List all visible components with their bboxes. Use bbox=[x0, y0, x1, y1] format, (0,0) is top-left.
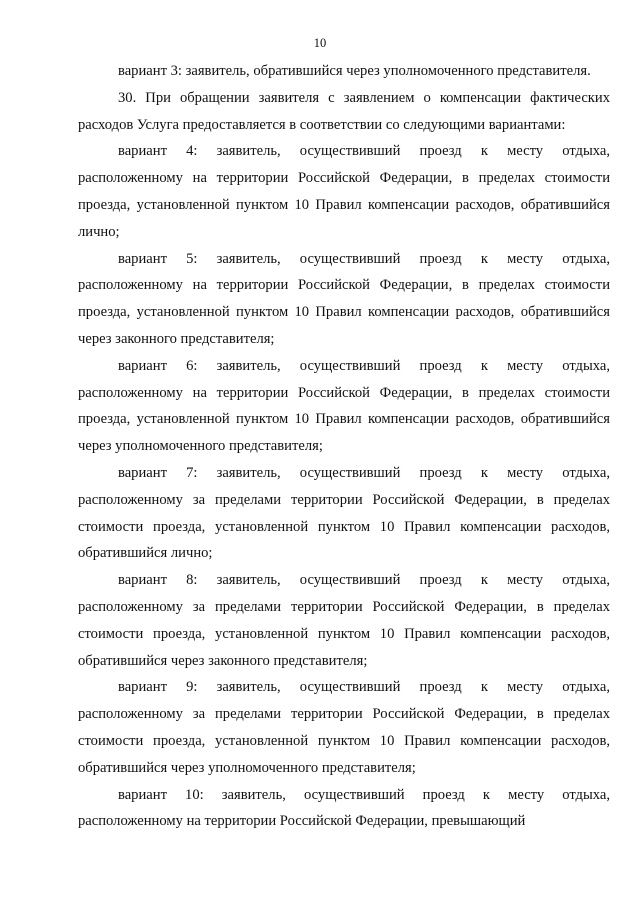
paragraph-variant-6: вариант 6: заявитель, осуществивший проезд к месту отдыха, расположенному на территории Российской Федерации, в пределах стоимости проезда, установленной пунктом 10 Правил компенсации расходов, обратившийся через уполномоченного представителя; bbox=[78, 357, 610, 455]
paragraph-variant-9: вариант 9: заявитель, осуществивший проезд к месту отдыха, расположенному за пределами территории Российской Федерации, в пределах стоимости проезда, установленной пунктом 10 Правил компенсации расходов, обратившийся через уполномоченного представителя; bbox=[78, 679, 610, 776]
paragraph-variant-7: вариант 7: заявитель, осуществивший проезд к месту отдыха, расположенному за пределами территории Российской Федерации, в пределах стоимости проезда, установленной пунктом 10 Правил компенсации расходов, обратившийся лично; bbox=[78, 464, 610, 562]
document-body bbox=[78, 58, 610, 835]
paragraph-item-30: 30. При обращении заявителя с заявлением о компенсации фактических расходов Услуга предоставляется в соответствии со следующими вариантами: bbox=[78, 89, 610, 133]
paragraph-variant-3: вариант 3: заявитель, обратившийся через уполномоченного представителя. bbox=[118, 63, 591, 79]
paragraph-variant-4: вариант 4: заявитель, осуществивший проезд к месту отдыха, расположенному на территории Российской Федерации, в пределах стоимости проезда, установленной пунктом 10 Правил компенсации расходов, обратившийся лично; bbox=[78, 143, 610, 240]
page-number: 10 bbox=[313, 36, 327, 50]
paragraph-variant-8: вариант 8: заявитель, осуществивший проезд к месту отдыха, расположенному за пределами территории Российской Федерации, в пределах стоимости проезда, установленной пунктом 10 Правил компенсации расходов, обратившийся через законного представителя; bbox=[78, 572, 610, 669]
paragraph-variant-10: вариант 10: заявитель, осуществивший проезд к месту отдыха, расположенному на территории Российской Федерации, превышающий bbox=[78, 786, 610, 830]
paragraph-variant-5: вариант 5: заявитель, осуществивший проезд к месту отдыха, расположенному на территории Российской Федерации, в пределах стоимости проезда, установленной пунктом 10 Правил компенсации расходов, обратившийся через законного представителя; bbox=[78, 250, 610, 347]
